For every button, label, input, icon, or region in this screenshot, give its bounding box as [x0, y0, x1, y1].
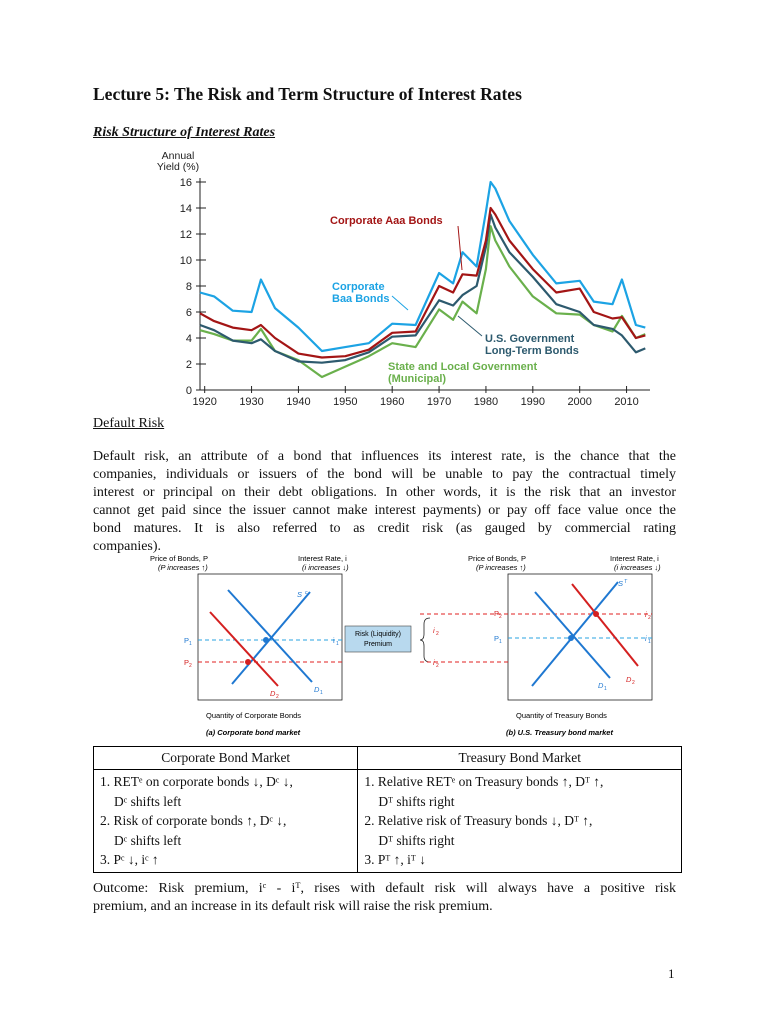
table-line: Dᶜ shifts left — [114, 832, 182, 848]
x-tick-label: 1950 — [333, 396, 358, 408]
left-rate-sub: (i increases ↓) — [302, 563, 349, 572]
x-tick-label: 1970 — [426, 396, 452, 408]
right-i2-sub: 2 — [648, 615, 651, 621]
baa-pointer — [392, 296, 408, 310]
left-price-sub: (P increases ↑) — [158, 563, 208, 572]
left-p1-sub: 1 — [189, 641, 192, 647]
x-tick-label: 1990 — [520, 396, 546, 408]
x-tick-label: 1920 — [192, 396, 217, 408]
corporate-market-header: Corporate Bond Market — [94, 747, 358, 770]
series-label: Long-Term Bonds — [485, 345, 579, 357]
right-i2-label: i — [645, 610, 647, 619]
x-tick-label: 2010 — [614, 396, 639, 408]
table-line: 3. Pᵀ ↑, iᵀ ↓ — [364, 852, 426, 867]
right-s-label: S — [618, 579, 624, 588]
left-p2-sub: 2 — [189, 663, 192, 669]
left-d2-label: D — [270, 689, 276, 698]
premium-brace — [420, 618, 430, 662]
bond-market-figure — [150, 552, 680, 742]
paragraph-line: interest or principal on their debt obligations. In other words, it is the risk that an investor — [93, 485, 676, 500]
center-i2t-label: i — [433, 626, 435, 635]
right-eq-point-2 — [593, 611, 599, 617]
right-quantity-label: Quantity of Treasury Bonds — [516, 711, 607, 720]
left-s-sup: c — [305, 590, 308, 596]
right-d2-label: D — [626, 675, 632, 684]
series-label: U.S. Government — [485, 333, 575, 345]
y-tick-label: 16 — [179, 177, 192, 189]
section-heading-risk-structure: Risk Structure of Interest Rates — [93, 125, 276, 140]
series-label: Corporate — [332, 281, 385, 293]
y-axis-label: Annual — [161, 150, 195, 162]
left-caption: (a) Corporate bond market — [206, 728, 301, 737]
y-tick-label: 12 — [179, 229, 192, 241]
left-p2-label: P — [184, 658, 190, 667]
center-i2c-label: i — [433, 658, 435, 667]
right-supply-curve — [532, 582, 618, 686]
right-eq-point-1 — [568, 635, 574, 641]
x-tick-label: 1980 — [473, 396, 499, 408]
table-line: 1. RETᵉ on corporate bonds ↓, Dᶜ ↓, — [100, 774, 293, 789]
left-quantity-label: Quantity of Corporate Bonds — [206, 711, 302, 720]
table-header-row — [94, 747, 682, 770]
y-tick-label: 2 — [185, 359, 192, 371]
x-tick-label: 1960 — [379, 396, 405, 408]
default-risk-heading: Default Risk — [93, 416, 165, 431]
table-line: 3. Pᶜ ↓, iᶜ ↑ — [100, 852, 159, 867]
x-tick-label: 2000 — [567, 396, 592, 408]
left-price-label: Price of Bonds, P — [150, 554, 208, 563]
table-line: Dᶜ shifts left — [114, 793, 182, 809]
paragraph-line: companies, individuals or issuers of the bond will be unable to pay the contractual timely — [93, 467, 676, 482]
x-tick-label: 1940 — [286, 396, 311, 408]
left-eq-point-2 — [245, 659, 251, 665]
left-d2-sub: 2 — [276, 694, 279, 700]
right-d2-sub: 2 — [632, 680, 635, 686]
treasury-market-header: Treasury Bond Market — [358, 747, 682, 770]
yield-chart — [140, 148, 660, 412]
paragraph-line: bond matures. It is also referred to as credit risk (as gauged by commercial rating — [93, 521, 676, 536]
paragraph-line: cannot get paid since the issuer cannot make interest payments) or pay off face value once the — [93, 503, 676, 518]
y-tick-label: 10 — [179, 255, 192, 267]
outcome-paragraph — [93, 880, 676, 916]
x-tick-label: 1930 — [239, 396, 264, 408]
right-p2-label: P — [494, 609, 500, 618]
left-rate-label: Interest Rate, i — [298, 554, 347, 563]
right-i1-label: i — [645, 634, 647, 643]
paragraph-line: premium, and an increase in its default risk will raise the risk premium. — [93, 899, 493, 914]
left-s-label: S — [297, 590, 303, 599]
table-line: 2. Relative risk of Treasury bonds ↓, Dᵀ ↑, — [364, 813, 593, 828]
y-axis-label: Yield (%) — [156, 161, 200, 173]
table-row — [94, 770, 682, 873]
left-p1-label: P — [184, 636, 190, 645]
right-p1-sub: 1 — [499, 639, 502, 645]
right-price-label: Price of Bonds, P — [468, 554, 526, 563]
left-i1-sub: 1 — [336, 641, 339, 647]
paragraph-line: companies). — [93, 539, 162, 554]
table-line: Dᵀ shifts right — [378, 793, 455, 809]
series-label: (Municipal) — [388, 373, 447, 385]
page-title: Lecture 5: The Risk and Term Structure of Interest Rates — [93, 84, 522, 104]
right-i1-sub: 1 — [648, 639, 651, 645]
paragraph-line: Default risk, an attribute of a bond that influences its interest rate, is the chance that the — [93, 449, 676, 464]
right-d1-label: D — [598, 681, 604, 690]
left-i1-label: i — [333, 636, 335, 645]
right-p2-sub: 2 — [499, 614, 502, 620]
govt-pointer — [458, 316, 482, 336]
y-tick-label: 14 — [179, 203, 192, 215]
left-demand-d2-curve — [210, 612, 278, 686]
right-rate-sub: (i increases ↓) — [614, 563, 661, 572]
table-line: 1. Relative RETᵉ on Treasury bonds ↑, Dᵀ ↑, — [364, 774, 604, 789]
right-rate-label: Interest Rate, i — [610, 554, 659, 563]
series-label: Corporate Aaa Bonds — [330, 215, 443, 227]
left-eq-point-1 — [263, 637, 269, 643]
table-line: 2. Risk of corporate bonds ↑, Dᶜ ↓, — [100, 813, 287, 828]
table-line: Dᵀ shifts right — [378, 832, 455, 848]
right-caption: (b) U.S. Treasury bond market — [506, 728, 613, 737]
y-tick-label: 4 — [185, 333, 192, 345]
left-d1-sub: 1 — [320, 690, 323, 696]
right-d1-sub: 1 — [604, 686, 607, 692]
paragraph-line: Outcome: Risk premium, iᶜ - iᵀ, rises with default risk will always have a positive risk — [93, 881, 676, 896]
risk-premium-label-2: Premium — [363, 641, 393, 648]
y-tick-label: 6 — [185, 307, 192, 319]
treasury-market-cell — [358, 770, 682, 873]
series-label: Baa Bonds — [332, 293, 390, 305]
page-number: 1 — [668, 966, 675, 981]
default-risk-paragraph — [93, 448, 676, 556]
risk-premium-box — [345, 626, 411, 652]
right-p1-label: P — [494, 634, 500, 643]
y-tick-label: 0 — [185, 385, 192, 397]
left-d1-label: D — [314, 685, 320, 694]
y-tick-label: 8 — [185, 281, 192, 293]
corporate-market-cell — [94, 770, 358, 873]
risk-premium-label-1: Risk (Liquidity) — [355, 631, 401, 638]
right-s-sup: T — [624, 579, 628, 585]
right-price-sub: (P increases ↑) — [476, 563, 526, 572]
market-comparison-table — [93, 746, 682, 873]
center-i2t-sub: 2 — [436, 631, 439, 637]
series-label: State and Local Government — [388, 361, 538, 373]
center-i2c-sub: 2 — [436, 663, 439, 669]
